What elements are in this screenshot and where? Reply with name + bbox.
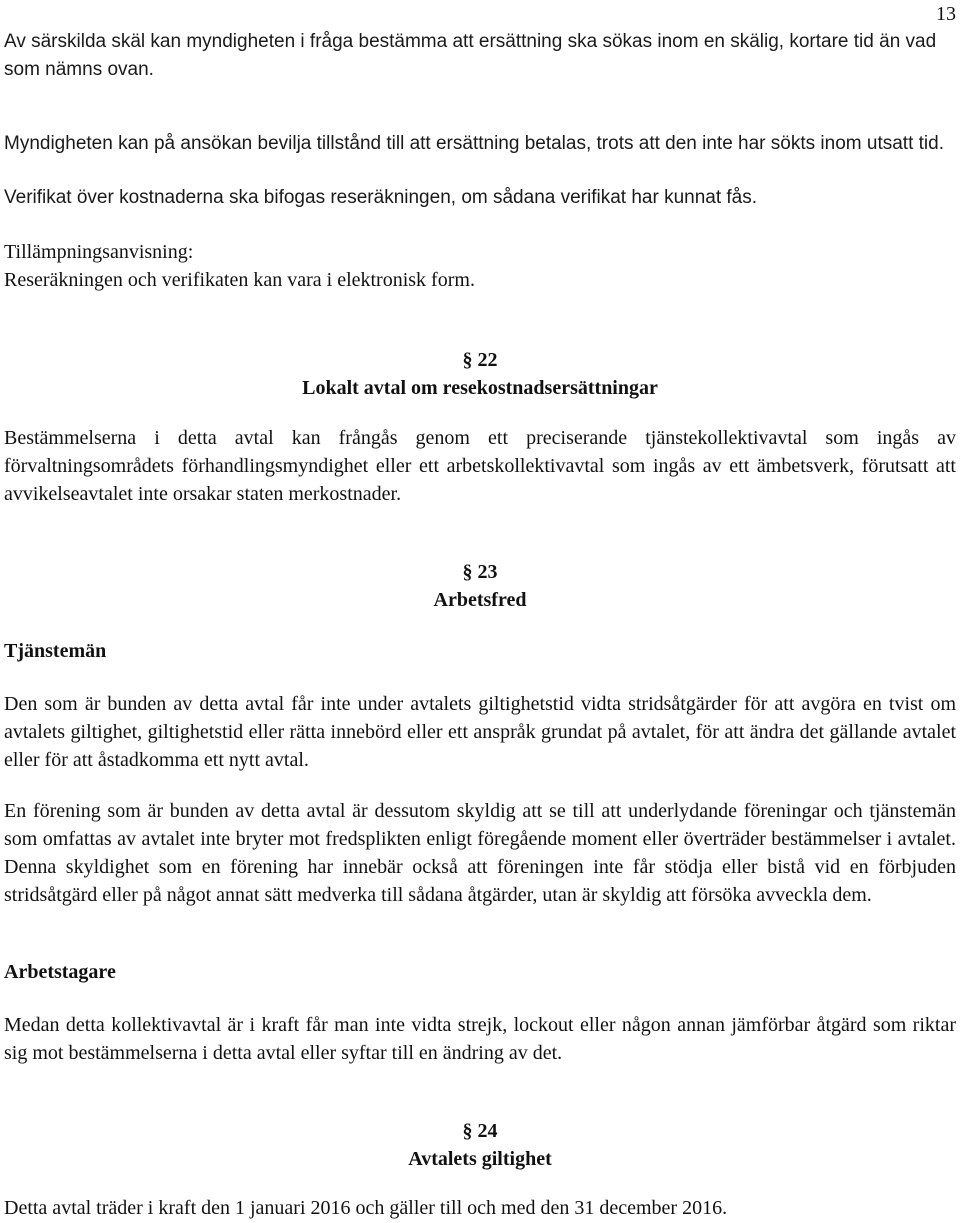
section-23-title: Arbetsfred (433, 589, 527, 611)
section-24-heading (0, 1117, 960, 1173)
paragraph-receipts: Verifikat över kostnaderna ska bifogas reseräkningen, om sådana verifikat har kunnat fås. (4, 187, 758, 208)
paragraph-permission: Myndigheten kan på ansökan bevilja tillstånd till att ersättning betalas, trots att den inte har sökts inom utsatt tid. (4, 133, 944, 154)
section-22-title: Lokalt avtal om resekostnadsersättningar (302, 377, 658, 399)
subheading-arbetstagare: Arbetstagare (4, 961, 116, 983)
page-number: 13 (936, 3, 956, 25)
subheading-tjanstemen: Tjänstemän (4, 640, 107, 662)
section-22-heading (0, 346, 960, 402)
section-22-number: § 22 (462, 349, 498, 371)
paragraph-special-reasons: Av särskilda skäl kan myndigheten i fråga bestämma att ersättning ska sökas inom en skälig, kortare tid än vad som nämns ovan. (4, 31, 937, 80)
section-24-number: § 24 (462, 1120, 498, 1142)
paragraph-local-agreement: Bestämmelserna i detta avtal kan frångås genom ett preciserande tjänstekollektivavtal som ingås av förvaltningsområdets förhandlingsmyndighet eller ett arbetskollektivavtal som ingås av ett ämbetsverk, förutsatt att avvikelseavtalet inte orsakar staten merkostnader. (4, 427, 956, 505)
section-23-heading (0, 558, 960, 614)
section-24-title: Avtalets giltighet (408, 1148, 552, 1170)
paragraph-workers-peace: Medan detta kollektivavtal är i kraft får man inte vidta strejk, lockout eller någon annan jämförbar åtgärd som riktar sig mot bestämmelserna i detta avtal eller syftar till en ändring av det. (4, 1014, 956, 1064)
guidance-label: Tillämpningsanvisning: (4, 241, 194, 263)
guidance-text: Reseräkningen och verifikaten kan vara i elektronisk form. (4, 269, 475, 291)
paragraph-association-duty: En förening som är bunden av detta avtal är dessutom skyldig att se till att underlydande föreningar och tjänstemän som omfattas av avtalet inte bryter mot fredsplikten enligt föregående moment eller överträder bestämmelser i avtalet. Denna skyldighet som en förening har innebär också att föreningen inte får stödja eller bistå vid en förbjuden stridsåtgärd eller på något annat sätt medverka till sådana åtgärder, utan är skyldig att försöka avveckla dem. (4, 800, 956, 906)
paragraph-validity: Detta avtal träder i kraft den 1 januari 2016 och gäller till och med den 31 december 2016. (4, 1197, 728, 1219)
paragraph-no-strike: Den som är bunden av detta avtal får inte under avtalets giltighetstid vidta stridsåtgärder för att avgöra en tvist om avtalets giltighet, giltighetstid eller rätta innebörd eller ett anspråk grundat på avtalet, för att ändra det gällande avtalet eller för att åstadkomma ett nytt avtal. (4, 693, 956, 771)
section-23-number: § 23 (462, 561, 498, 583)
